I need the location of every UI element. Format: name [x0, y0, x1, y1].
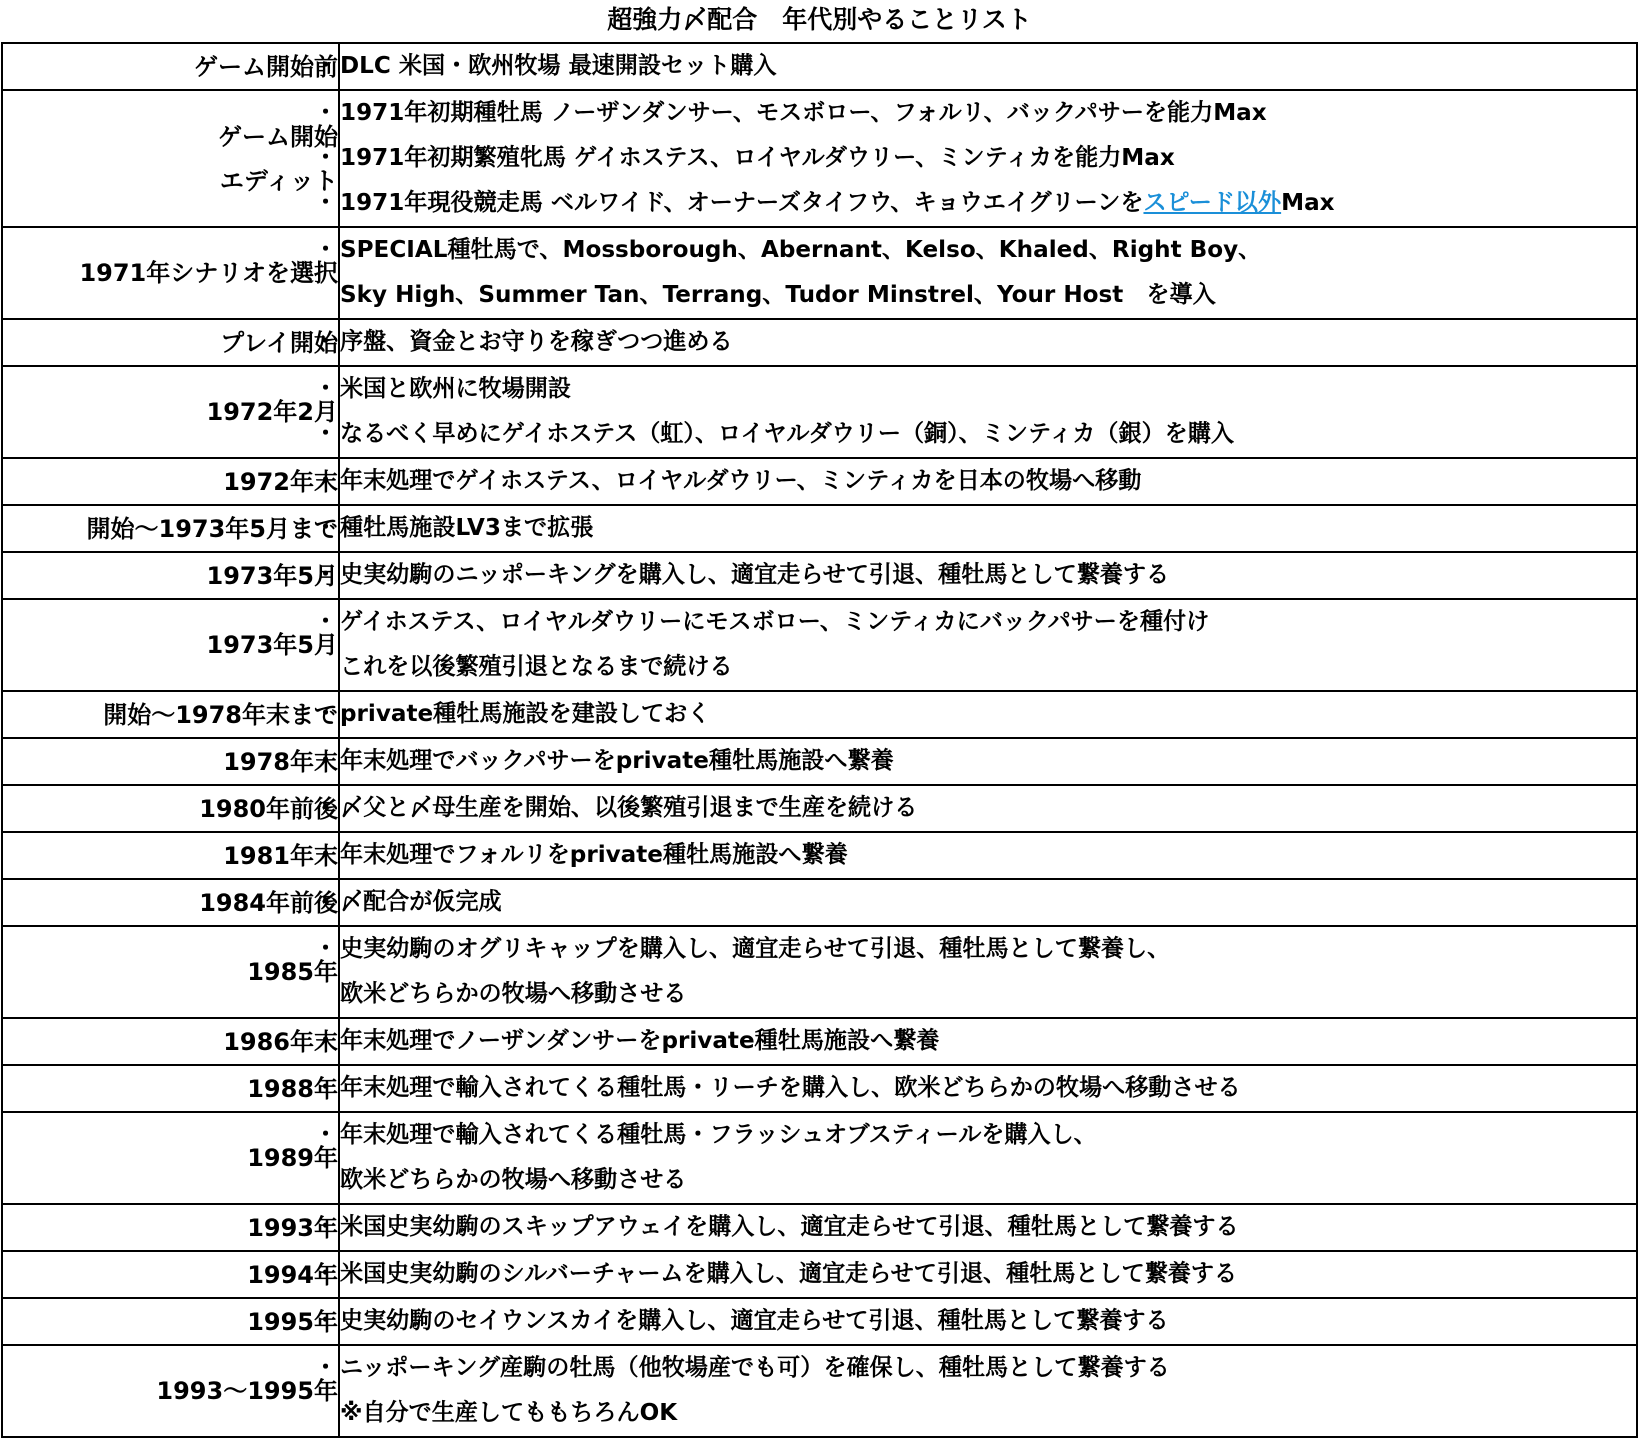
tasks-cell — [339, 505, 1637, 552]
tasks-cell — [339, 1298, 1637, 1345]
task-text: 1971年初期種牡馬 ノーザンダンサー、モスボロー、フォルリ、バックパサーを能力Max — [340, 100, 1267, 126]
period-cell — [2, 552, 339, 599]
period-cell — [2, 1204, 339, 1251]
table-row — [2, 90, 1637, 227]
tasks-cell — [339, 552, 1637, 599]
task-line — [340, 91, 1636, 136]
task-text: 年末処理でノーザンダンサーをprivate種牡馬施設へ繋養 — [340, 1028, 940, 1054]
period-cell — [2, 90, 339, 227]
table-row — [2, 785, 1637, 832]
page-title: 超強力〆配合 年代別やることリスト — [607, 5, 1032, 34]
task-text: なるべく早めにゲイホステス（虹）、ロイヤルダウリー（銅）、ミンティカ（銀）を購入 — [340, 421, 1234, 447]
task-line — [340, 1066, 1636, 1111]
table-row — [2, 691, 1637, 738]
period-label: ゲーム開始 — [218, 122, 338, 151]
task-text: SPECIAL種牡馬で、Mossborough、Abernant、Kelso、Khaled、Right Boy、 — [340, 237, 1262, 263]
task-text: DLC 米国・欧州牧場 最速開設セット購入 — [340, 53, 777, 79]
task-text: 欧米どちらかの牧場へ移動させる — [340, 981, 687, 1007]
period-cell — [2, 1251, 339, 1298]
task-line — [340, 786, 1636, 831]
period-cell — [2, 599, 339, 691]
period-cell — [2, 458, 339, 505]
table-row — [2, 599, 1637, 691]
task-text: 米国史実幼駒のスキップアウェイを購入し、適宜走らせて引退、種牡馬として繋養する — [340, 1214, 1239, 1240]
period-cell — [2, 1065, 339, 1112]
table-row — [2, 43, 1637, 90]
task-line — [340, 44, 1636, 89]
period-label: 1989年 — [247, 1144, 338, 1172]
period-label: 1981年末 — [223, 841, 338, 870]
task-text: 〆父と〆母生産を開始、以後繁殖引退まで生産を続ける — [340, 795, 918, 821]
table-row — [2, 1298, 1637, 1345]
tasks-cell — [339, 227, 1637, 319]
period-label: 開始～1978年末まで — [103, 700, 338, 729]
todo-table — [1, 42, 1638, 1438]
table-row — [2, 738, 1637, 785]
tasks-cell — [339, 785, 1637, 832]
task-line — [340, 645, 1636, 690]
period-label: 1985年 — [247, 958, 338, 986]
tasks-cell — [339, 832, 1637, 879]
tasks-cell — [339, 1251, 1637, 1298]
task-line — [340, 1205, 1636, 1250]
task-text: 種牡馬施設LV3まで拡張 — [340, 515, 594, 541]
period-cell — [2, 1018, 339, 1065]
task-line — [340, 181, 1636, 226]
task-text: Sky High、Summer Tan、Terrang、Tudor Minstrel、Your Host を導入 — [340, 282, 1216, 308]
table-row — [2, 366, 1637, 458]
tasks-cell — [339, 1065, 1637, 1112]
period-cell — [2, 785, 339, 832]
task-text: ゲイホステス、ロイヤルダウリーにモスボロー、ミンティカにバックパサーを種付け — [340, 609, 1210, 635]
table-row — [2, 1204, 1637, 1251]
period-label: 1972年末 — [223, 467, 338, 496]
table-row — [2, 458, 1637, 505]
period-cell — [2, 691, 339, 738]
task-line — [340, 739, 1636, 784]
task-text: 史実幼駒のニッポーキングを購入し、適宜走らせて引退、種牡馬として繋養する — [340, 562, 1170, 588]
task-text: 年末処理で輸入されてくる種牡馬・フラッシュオブスティールを購入し、 — [340, 1122, 1097, 1148]
table-row — [2, 552, 1637, 599]
table-row — [2, 1065, 1637, 1112]
table-row — [2, 1018, 1637, 1065]
period-label: 1973年5月 — [206, 561, 338, 590]
task-line — [340, 833, 1636, 878]
task-text: 米国史実幼駒のシルバーチャームを購入し、適宜走らせて引退、種牡馬として繋養する — [340, 1261, 1238, 1287]
tasks-cell — [339, 926, 1637, 1018]
table-row — [2, 227, 1637, 319]
period-label: 1994年 — [247, 1260, 338, 1289]
task-line — [340, 506, 1636, 551]
task-line — [340, 553, 1636, 598]
task-text: 年末処理でゲイホステス、ロイヤルダウリー、ミンティカを日本の牧場へ移動 — [340, 468, 1142, 494]
tasks-cell — [339, 43, 1637, 90]
table-row — [2, 319, 1637, 366]
task-line — [340, 136, 1636, 181]
table-row — [2, 832, 1637, 879]
tasks-cell — [339, 319, 1637, 366]
task-text-tail: Max — [1281, 190, 1335, 216]
task-line — [340, 412, 1636, 457]
tasks-cell — [339, 1204, 1637, 1251]
table-row — [2, 926, 1637, 1018]
period-label: 1971年シナリオを選択 — [79, 259, 338, 287]
todo-table-body — [2, 43, 1637, 1437]
task-line — [340, 880, 1636, 925]
task-text: 〆配合が仮完成 — [340, 889, 502, 915]
period-label: 1973年5月 — [206, 631, 338, 659]
tasks-cell — [339, 1112, 1637, 1204]
period-label: エディット — [219, 166, 338, 195]
period-cell — [2, 319, 339, 366]
task-text: 史実幼駒のオグリキャップを購入し、適宜走らせて引退、種牡馬として繋養し、 — [340, 936, 1171, 962]
task-line — [340, 1346, 1636, 1391]
tasks-cell — [339, 879, 1637, 926]
task-text: 欧米どちらかの牧場へ移動させる — [340, 1167, 687, 1193]
period-label: 1978年末 — [223, 747, 338, 776]
tasks-cell — [339, 1018, 1637, 1065]
tasks-cell — [339, 1345, 1637, 1437]
task-line — [340, 228, 1636, 273]
tasks-cell — [339, 90, 1637, 227]
table-row — [2, 1251, 1637, 1298]
task-line — [340, 1252, 1636, 1297]
period-cell — [2, 1345, 339, 1437]
period-cell — [2, 227, 339, 319]
tasks-cell — [339, 458, 1637, 505]
tasks-cell — [339, 366, 1637, 458]
task-text: private種牡馬施設を建設しておく — [340, 701, 711, 727]
task-text: 米国と欧州に牧場開設 — [340, 376, 571, 402]
task-line — [340, 927, 1636, 972]
period-cell — [2, 879, 339, 926]
period-cell — [2, 926, 339, 1018]
task-text: 1971年現役競走馬 ベルワイド、オーナーズタイフウ、キョウエイグリーンを — [340, 190, 1144, 216]
task-line — [340, 1019, 1636, 1064]
task-text: ニッポーキング産駒の牡馬（他牧場産でも可）を確保し、種牡馬として繋養する — [340, 1355, 1170, 1381]
highlight-text: スピード以外 — [1143, 190, 1282, 216]
task-text: 1971年初期繁殖牝馬 ゲイホステス、ロイヤルダウリー、ミンティカを能力Max — [340, 145, 1175, 171]
task-line — [340, 1113, 1636, 1158]
task-text: これを以後繁殖引退となるまで続ける — [340, 654, 733, 680]
period-label: ゲーム開始前 — [194, 52, 338, 81]
period-cell — [2, 366, 339, 458]
task-line — [340, 320, 1636, 365]
period-cell — [2, 43, 339, 90]
task-line — [340, 1158, 1636, 1203]
period-label: 1986年末 — [223, 1027, 338, 1056]
table-row — [2, 1345, 1637, 1437]
period-label: 1980年前後 — [199, 794, 338, 823]
task-line — [340, 367, 1636, 412]
task-text: 序盤、資金とお守りを稼ぎつつ進める — [340, 329, 733, 355]
tasks-cell — [339, 691, 1637, 738]
period-label: プレイ開始 — [220, 328, 338, 357]
period-label: 1993年 — [247, 1213, 338, 1242]
period-label: 1995年 — [247, 1307, 338, 1336]
table-row — [2, 879, 1637, 926]
task-line — [340, 692, 1636, 737]
task-text: 年末処理でフォルリをprivate種牡馬施設へ繋養 — [340, 842, 848, 868]
task-text: 年末処理でバックパサーをprivate種牡馬施設へ繋養 — [340, 748, 894, 774]
period-cell — [2, 738, 339, 785]
tasks-cell — [339, 599, 1637, 691]
table-row — [2, 505, 1637, 552]
period-label: 1984年前後 — [199, 888, 338, 917]
task-line — [340, 1299, 1636, 1344]
table-row — [2, 1112, 1637, 1204]
period-label: 1993～1995年 — [156, 1377, 338, 1405]
tasks-cell — [339, 738, 1637, 785]
period-cell — [2, 505, 339, 552]
task-text: ※自分で生産してももちろんOK — [340, 1400, 678, 1426]
period-label: 1972年2月 — [206, 398, 338, 426]
period-cell — [2, 1298, 339, 1345]
period-cell — [2, 1112, 339, 1204]
task-line — [340, 600, 1636, 645]
task-line — [340, 972, 1636, 1017]
task-line — [340, 273, 1636, 318]
period-label: 開始～1973年5月まで — [86, 514, 338, 543]
task-text: 年末処理で輸入されてくる種牡馬・リーチを購入し、欧米どちらかの牧場へ移動させる — [340, 1075, 1241, 1101]
task-line — [340, 1391, 1636, 1436]
task-text: 史実幼駒のセイウンスカイを購入し、適宜走らせて引退、種牡馬として繋養する — [340, 1308, 1169, 1334]
period-label: 1988年 — [247, 1074, 338, 1103]
period-cell — [2, 832, 339, 879]
task-line — [340, 459, 1636, 504]
